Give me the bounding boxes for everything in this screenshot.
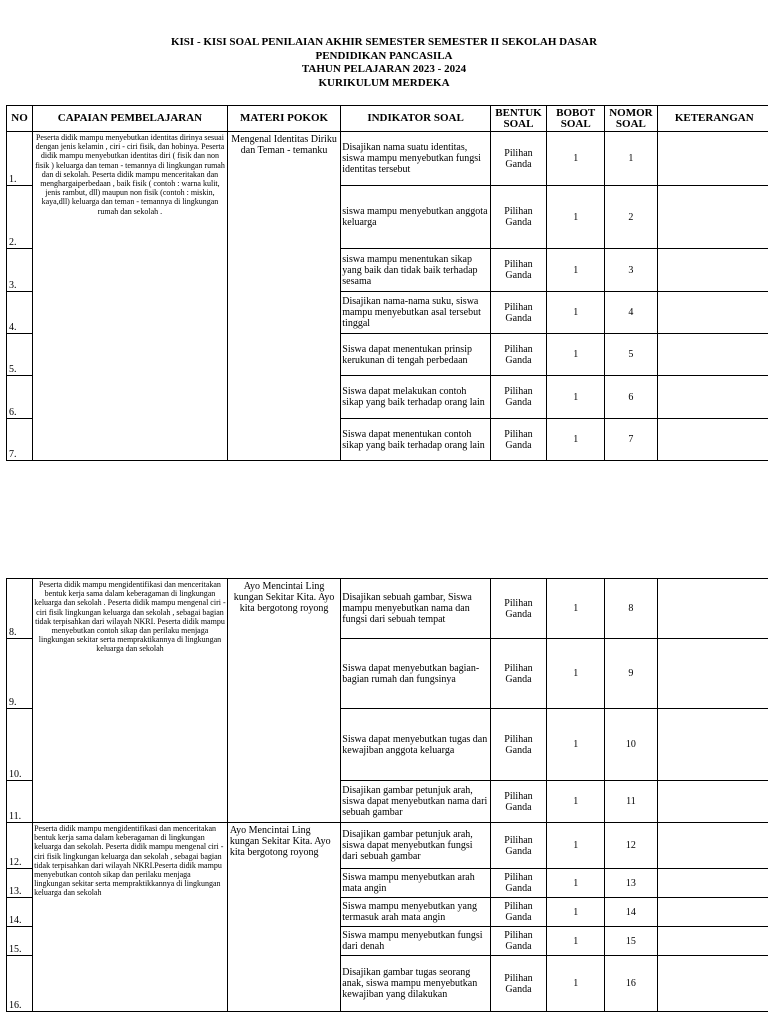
keterangan-cell [657,249,768,292]
row-number: 12. [7,823,33,869]
keterangan-cell [657,781,768,823]
bentuk-soal-cell: Pilihan Ganda [490,823,546,869]
nomor-soal-cell: 13 [605,869,657,898]
row-number: 8. [7,579,33,639]
table-row [7,579,768,639]
nomor-soal-cell: 14 [605,898,657,927]
col-header-no: NO [7,106,33,132]
bentuk-soal-cell: Pilihan Ganda [490,869,546,898]
bentuk-soal-cell: Pilihan Ganda [490,132,546,186]
bentuk-soal-cell: Pilihan Ganda [490,186,546,249]
keterangan-cell [657,419,768,461]
indikator-cell: Siswa dapat menentukan contoh sikap yang baik terhadap orang lain [341,419,491,461]
nomor-soal-cell: 12 [605,823,657,869]
col-header-bentuk: BENTUK SOAL [490,106,546,132]
nomor-soal-cell: 6 [605,376,657,419]
bobot-soal-cell: 1 [547,249,605,292]
table-row [7,132,768,186]
row-number: 10. [7,709,33,781]
capaian-pembelajaran-cell: Peserta didik mampu mengidentifikasi dan menceritakan bentuk kerja sama dalam keberagaman di lingkungan keluarga dan sekolah . Peserta didik mampu mengenal ciri - ciri fisik lingkungan keluarga dan sekolah , sebagai bagian tidak terpisahkan dari wilayah NKRI. Peserta didik mampu menyebutkan contoh sikap dan perilaku menjaga lingkungan sekitar serta mempraktikannya di lingkungan keluarga dan sekolah [33,579,228,823]
indikator-cell: Siswa dapat melakukan contoh sikap yang baik terhadap orang lain [341,376,491,419]
row-number: 5. [7,334,33,376]
indikator-cell: Siswa mampu menyebutkan yang termasuk arah mata angin [341,898,491,927]
bobot-soal-cell: 1 [547,869,605,898]
row-number: 4. [7,292,33,334]
nomor-soal-cell: 7 [605,419,657,461]
col-header-materi: MATERI POKOK [227,106,340,132]
bobot-soal-cell: 1 [547,956,605,1012]
header-school-year: TAHUN PELAJARAN 2023 - 2024 [301,63,467,75]
bentuk-soal-cell: Pilihan Ganda [490,249,546,292]
indikator-cell: Siswa dapat menyebutkan tugas dan kewajiban anggota keluarga [341,709,491,781]
header-subject: PENDIDIKAN PANCASILA [315,49,453,62]
nomor-soal-cell: 5 [605,334,657,376]
bobot-soal-cell: 1 [547,709,605,781]
bobot-soal-cell: 1 [547,927,605,956]
kisi-table-page1 [6,105,768,461]
nomor-soal-cell: 10 [605,709,657,781]
materi-pokok-cell: Mengenal Identitas Diriku dan Teman - temanku [227,132,340,461]
nomor-soal-cell: 3 [605,249,657,292]
keterangan-cell [657,376,768,419]
bobot-soal-cell: 1 [547,186,605,249]
bobot-soal-cell: 1 [547,334,605,376]
row-number: 11. [7,781,33,823]
bentuk-soal-cell: Pilihan Ganda [490,781,546,823]
capaian-pembelajaran-cell: Peserta didik mampu menyebutkan identitas dirinya sesuai dengan jenis kelamin , ciri - ciri fisik, dan hobinya. Peserta didik mampu menyebutkan identitas diri ( fisik dan non fisik ) keluarga dan teman - temannya di lingkungan rumah dan di sekolah. Peserta didik mampu menceritakan dan menghargaiperbedaan , baik fisik ( contoh : warna kulit, jenis rambut, dll) maupun non fisik (contoh : miskin, kaya,dll) keluarga dan teman - temannya di lingkungan rumah dan sekolah . [33,132,228,461]
bentuk-soal-cell: Pilihan Ganda [490,639,546,709]
materi-pokok-cell: Ayo Mencintai Ling kungan Sekitar Kita. Ayo kita bergotong royong [227,579,340,823]
bentuk-soal-cell: Pilihan Ganda [490,376,546,419]
keterangan-cell [657,927,768,956]
row-number: 7. [7,419,33,461]
table-row [7,823,768,869]
keterangan-cell [657,898,768,927]
indikator-cell: Disajikan nama suatu identitas, siswa mampu menyebutkan fungsi identitas tersebut [341,132,491,186]
nomor-soal-cell: 4 [605,292,657,334]
keterangan-cell [657,869,768,898]
col-header-bobot: BOBOT SOAL [547,106,605,132]
capaian-pembelajaran-cell: Peserta didik mampu mengidentifikasi dan menceritakan bentuk kerja sama dalam keberagaman di lingkungan keluarga dan sekolah. Peserta didik mampu mengenal ciri - ciri fisik lingkungan keluarga dan sekolah , sebagai bagian tidak terpisahkan dari wilayah NKRI.Peserta didik mampu menyebutkan contoh sikap dan perilaku menjaga lingkungan sekitar serta mempraktikkannya di lingkungan keluarga dan sekolah [33,823,228,1012]
bobot-soal-cell: 1 [547,639,605,709]
indikator-cell: siswa mampu menentukan sikap yang baik dan tidak baik terhadap sesama [341,249,491,292]
indikator-cell: Siswa dapat menentukan prinsip kerukunan di tengah perbedaan [341,334,491,376]
indikator-cell: Siswa mampu menyebutkan fungsi dari denah [341,927,491,956]
nomor-soal-cell: 1 [605,132,657,186]
nomor-soal-cell: 8 [605,579,657,639]
indikator-cell: Disajikan gambar tugas seorang anak, siswa mampu menyebutkan kewajiban yang dilakukan [341,956,491,1012]
bobot-soal-cell: 1 [547,419,605,461]
indikator-cell: Siswa dapat menyebutkan bagian- bagian rumah dan fungsinya [341,639,491,709]
keterangan-cell [657,639,768,709]
keterangan-cell [657,292,768,334]
keterangan-cell [657,186,768,249]
row-number: 13. [7,869,33,898]
table-header-row [7,106,768,132]
col-header-capaian: CAPAIAN PEMBELAJARAN [33,106,228,132]
bentuk-soal-cell: Pilihan Ganda [490,709,546,781]
materi-pokok-cell: Ayo Mencintai Ling kungan Sekitar Kita. Ayo kita bergotong royong [227,823,340,1012]
bentuk-soal-cell: Pilihan Ganda [490,898,546,927]
row-number: 2. [7,186,33,249]
nomor-soal-cell: 16 [605,956,657,1012]
col-header-indikator: INDIKATOR SOAL [341,106,491,132]
keterangan-cell [657,579,768,639]
row-number: 6. [7,376,33,419]
nomor-soal-cell: 2 [605,186,657,249]
bobot-soal-cell: 1 [547,132,605,186]
bentuk-soal-cell: Pilihan Ganda [490,419,546,461]
bentuk-soal-cell: Pilihan Ganda [490,292,546,334]
row-number: 3. [7,249,33,292]
indikator-cell: Disajikan nama-nama suku, siswa mampu menyebutkan asal tersebut tinggal [341,292,491,334]
row-number: 16. [7,956,33,1012]
bentuk-soal-cell: Pilihan Ganda [490,927,546,956]
bobot-soal-cell: 1 [547,579,605,639]
bobot-soal-cell: 1 [547,898,605,927]
indikator-cell: Disajikan gambar petunjuk arah, siswa dapat menyebutkan nama dari sebuah gambar [341,781,491,823]
nomor-soal-cell: 11 [605,781,657,823]
bentuk-soal-cell: Pilihan Ganda [490,956,546,1012]
keterangan-cell [657,334,768,376]
keterangan-cell [657,823,768,869]
col-header-nomor: NOMOR SOAL [605,106,657,132]
kisi-table-page2 [6,578,768,1012]
row-number: 9. [7,639,33,709]
row-number: 14. [7,898,33,927]
header-title: KISI - KISI SOAL PENILAIAN AKHIR SEMESTER SEMESTER II SEKOLAH DASAR [170,36,598,48]
bobot-soal-cell: 1 [547,376,605,419]
indikator-cell: Disajikan gambar petunjuk arah, siswa dapat menyebutkan fungsi dari sebuah gambar [341,823,491,869]
header-curriculum: KURIKULUM MERDEKA [318,76,450,89]
bentuk-soal-cell: Pilihan Ganda [490,334,546,376]
keterangan-cell [657,132,768,186]
bobot-soal-cell: 1 [547,292,605,334]
bobot-soal-cell: 1 [547,823,605,869]
keterangan-cell [657,709,768,781]
row-number: 15. [7,927,33,956]
indikator-cell: siswa mampu menyebutkan anggota keluarga [341,186,491,249]
indikator-cell: Siswa mampu menyebutkan arah mata angin [341,869,491,898]
bobot-soal-cell: 1 [547,781,605,823]
document-header [0,36,768,90]
bentuk-soal-cell: Pilihan Ganda [490,579,546,639]
nomor-soal-cell: 9 [605,639,657,709]
indikator-cell: Disajikan sebuah gambar, Siswa mampu menyebutkan nama dan fungsi dari sebuah tempat [341,579,491,639]
col-header-keterangan: KETERANGAN [657,106,768,132]
keterangan-cell [657,956,768,1012]
nomor-soal-cell: 15 [605,927,657,956]
row-number: 1. [7,132,33,186]
